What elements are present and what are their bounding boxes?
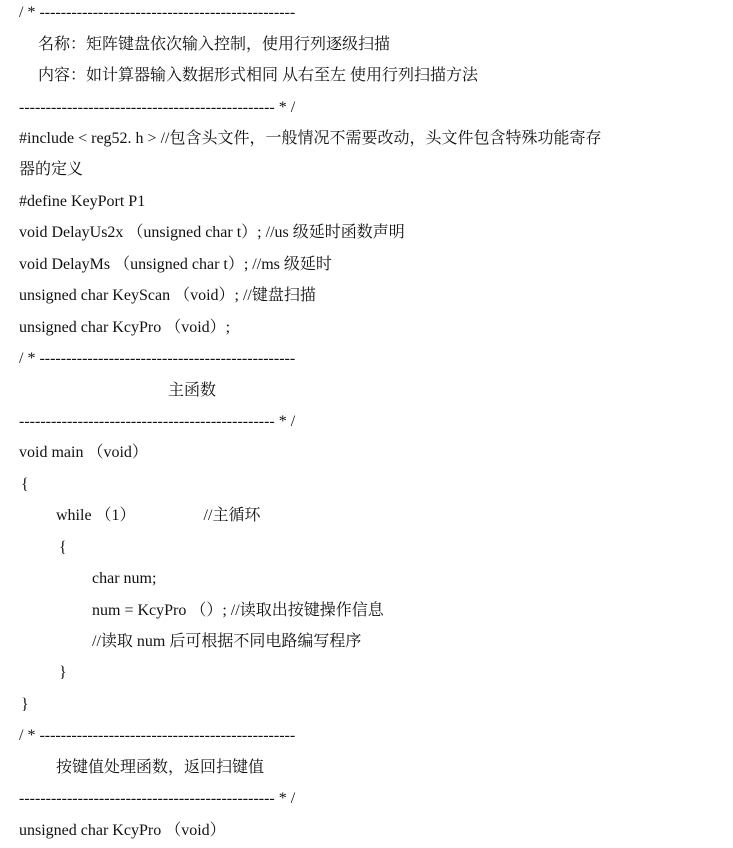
comment-content-line: 内容：如计算器输入数据形式相同 从右至左 使用行列扫描方法 xyxy=(38,67,479,84)
comment-open-line: / * ------------------------------------------------ xyxy=(19,727,296,744)
delayms-declaration: void DelayMs （unsigned char t）; //ms 级延时 xyxy=(19,256,332,273)
num-declaration: char num; xyxy=(92,570,157,587)
while-loop-line: while （1） //主循环 xyxy=(56,507,261,524)
comment-close-line: ------------------------------------------------ * / xyxy=(19,790,296,807)
delayus-declaration: void DelayUs2x （unsigned char t）; //us 级延时函数声明 xyxy=(19,224,405,241)
comment-close-line: ------------------------------------------------ * / xyxy=(19,413,296,430)
open-brace: { xyxy=(21,476,29,493)
comment-open-line: / * ------------------------------------------------ xyxy=(19,350,296,367)
define-line: #define KeyPort P1 xyxy=(19,193,146,210)
comment-open-line: / * ------------------------------------------------ xyxy=(19,4,296,21)
close-brace: } xyxy=(21,696,29,713)
keypro-heading: 按键值处理函数，返回扫键值 xyxy=(56,759,265,776)
keypro-declaration: unsigned char KcyPro （void）; xyxy=(19,319,231,336)
keyscan-declaration: unsigned char KeyScan （void）; //键盘扫描 xyxy=(19,287,316,304)
comment-close-line: ------------------------------------------------ * / xyxy=(19,99,296,116)
include-line-continued: 器的定义 xyxy=(19,161,84,178)
close-brace: } xyxy=(59,664,67,681)
num-comment: //读取 num 后可根据不同电路编写程序 xyxy=(92,633,362,650)
open-brace: { xyxy=(59,539,67,556)
main-signature: void main （void） xyxy=(19,444,148,461)
keypro-definition: unsigned char KcyPro （void） xyxy=(19,822,226,839)
num-assignment: num = KcyPro （）; //读取出按键操作信息 xyxy=(92,602,384,619)
main-function-heading: 主函数 xyxy=(168,382,217,399)
comment-name-line: 名称：矩阵键盘依次输入控制，使用行列逐级扫描 xyxy=(38,36,391,53)
include-line: #include < reg52. h > //包含头文件，一般情况不需要改动，头文件包含特殊功能寄存 xyxy=(19,130,602,147)
